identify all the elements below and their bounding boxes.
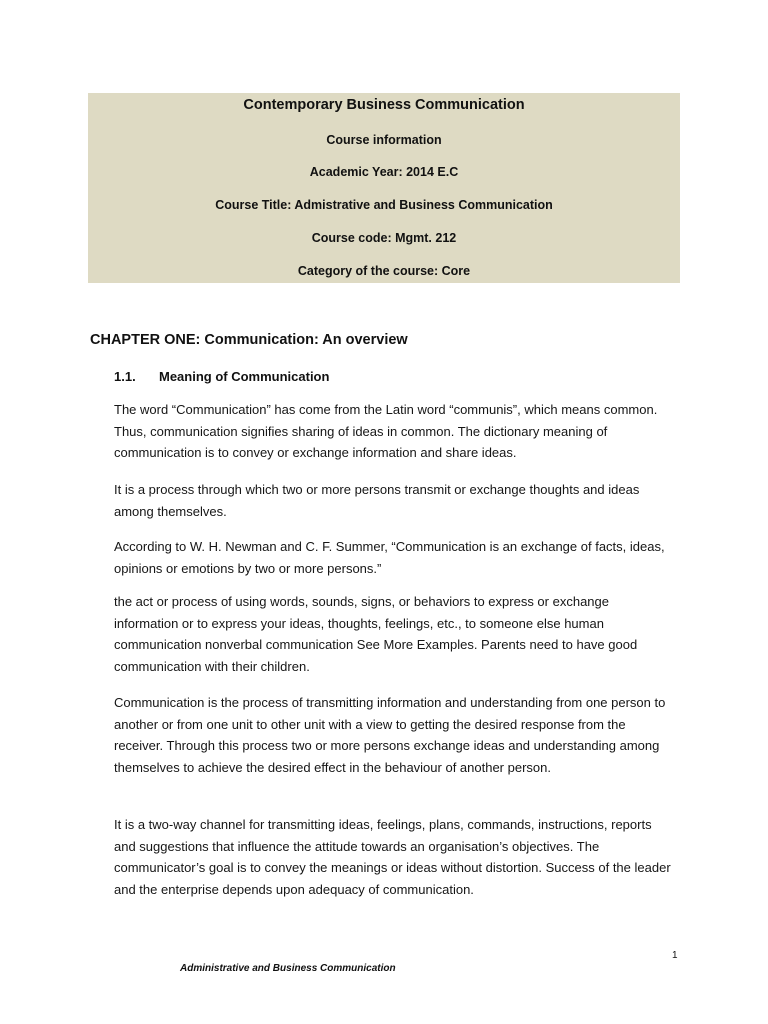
paragraph: the act or process of using words, sounds, signs, or behaviors to express or exchange information or to express your ideas, thoughts, feelings, etc., to someone else human communication nonverbal communication See More Examples. Parents need to have good communication with their children. <box>114 594 638 674</box>
paragraph: Communication is the process of transmitting information and understanding from one person to another or from one unit to other unit with a view to getting the desired response from the receiver. Through this process two or more persons exchange ideas and understanding among themselves to achieve the desired effect in the behaviour of another person. <box>114 695 666 775</box>
course-main-title: Contemporary Business Communication <box>243 97 525 113</box>
running-footer: Administrative and Business Communication <box>180 963 396 974</box>
paragraph: The word “Communication” has come from the Latin word “communis”, which means common. Thus, communication signifies sharing of ideas in common. The dictionary meaning of communication is to convey or exchange information and share ideas. <box>114 402 658 461</box>
section-title: Meaning of Communication <box>159 369 330 384</box>
section-heading <box>114 368 329 386</box>
paragraph: It is a process through which two or more persons transmit or exchange thoughts and ideas among themselves. <box>114 482 640 519</box>
course-category: Category of the course: Core <box>297 264 471 278</box>
section-number: 1.1. <box>114 369 136 384</box>
paragraph: It is a two-way channel for transmitting ideas, feelings, plans, commands, instructions, reports and suggestions that influence the attitude towards an organisation’s objectives. The communicator’s goal is to convey the meanings or ideas without distortion. Success of the leader and the enterprise depends upon adequacy of communication. <box>114 817 671 897</box>
course-code: Course code: Mgmt. 212 <box>311 231 457 245</box>
course-title: Course Title: Admistrative and Business Communication <box>215 198 553 212</box>
course-info-box <box>88 93 680 283</box>
chapter-heading: CHAPTER ONE: Communication: An overview <box>90 332 408 348</box>
academic-year: Academic Year: 2014 E.C <box>309 165 459 179</box>
paragraph: According to W. H. Newman and C. F. Summer, “Communication is an exchange of facts, ideas, opinions or emotions by two or more persons.” <box>114 539 665 576</box>
course-info-subtitle: Course information <box>326 133 442 147</box>
page-number: 1 <box>672 950 678 961</box>
